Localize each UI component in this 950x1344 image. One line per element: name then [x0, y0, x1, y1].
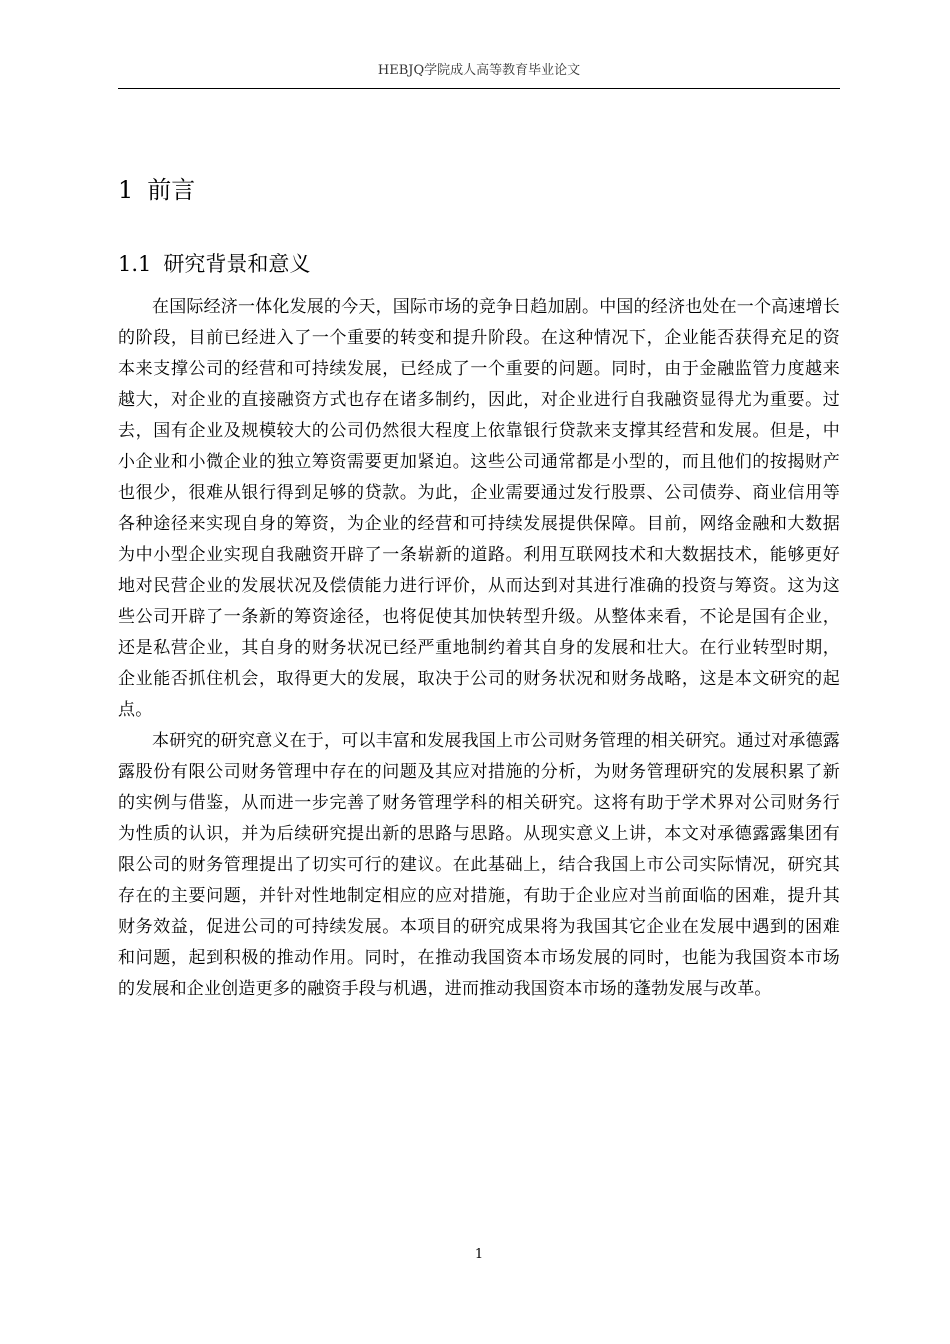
page-number: 1 [474, 1247, 484, 1262]
chapter-heading [118, 172, 195, 208]
section-heading [118, 248, 310, 280]
paragraph-significance: 本研究的研究意义在于，可以丰富和发展我国上市公司财务管理的相关研究。通过对承德露露股份有限公司财务管理中存在的问题及其应对措施的分析，为财务管理研究的发展积累了新的实例与借鉴，从而进一步完善了财务管理学科的相关研究。这将有助于学术界对公司财务行为性质的认识，并为后续研究提出新的思路与思路。从现实意义上讲，本文对承德露露集团有限公司的财务管理提出了切实可行的建议。在此基础上，结合我国上市公司实际情况，研究其存在的主要问题，并针对性地制定相应的应对措施，有助于企业应对当前面临的困难，提升其财务效益，促进公司的可持续发展。本项目的研究成果将为我国其它企业在发展中遇到的困难和问题，起到积极的推动作用。同时，在推动我国资本市场发展的同时，也能为我国资本市场的发展和企业创造更多的融资手段与机遇，进而推动我国资本市场的蓬勃发展与改革。 [118, 731, 840, 999]
chapter-title: 前言 [147, 176, 196, 204]
paragraph-background: 在国际经济一体化发展的今天，国际市场的竞争日趋加剧。中国的经济也处在一个高速增长的阶段，目前已经进入了一个重要的转变和提升阶段。在这种情况下，企业能否获得充足的资本来支撑公司的经营和可持续发展，已经成了一个重要的问题。同时，由于金融监管力度越来越大，对企业的直接融资方式也存在诸多制约，因此，对企业进行自我融资显得尤为重要。过去，国有企业及规模较大的公司仍然很大程度上依靠银行贷款来支撑其经营和发展。但是，中小企业和小微企业的独立筹资需要更加紧迫。这些公司通常都是小型的，而且他们的按揭财产也很少，很难从银行得到足够的贷款。为此，企业需要通过发行股票、公司债券、商业信用等各种途径来实现自身的筹资，为企业的经营和可持续发展提供保障。目前，网络金融和大数据为中小型企业实现自我融资开辟了一条崭新的道路。利用互联网技术和大数据技术，能够更好地对民营企业的发展状况及偿债能力进行评价，从而达到对其进行准确的投资与筹资。这为这些公司开辟了一条新的筹资途径，也将促使其加快转型升级。从整体来看，不论是国有企业，还是私营企业，其自身的财务状况已经严重地制约着其自身的发展和壮大。在行业转型时期，企业能否抓住机会，取得更大的发展，取决于公司的财务状况和财务战略，这是本文研究的起点。 [118, 297, 840, 720]
section-title: 研究背景和意义 [163, 252, 311, 276]
chapter-number: 1 [118, 176, 134, 204]
body-text [118, 292, 840, 1005]
header-rule [118, 88, 840, 89]
running-header: HEBJQ学院成人高等教育毕业论文 [377, 63, 581, 78]
section-number: 1.1 [118, 252, 152, 276]
